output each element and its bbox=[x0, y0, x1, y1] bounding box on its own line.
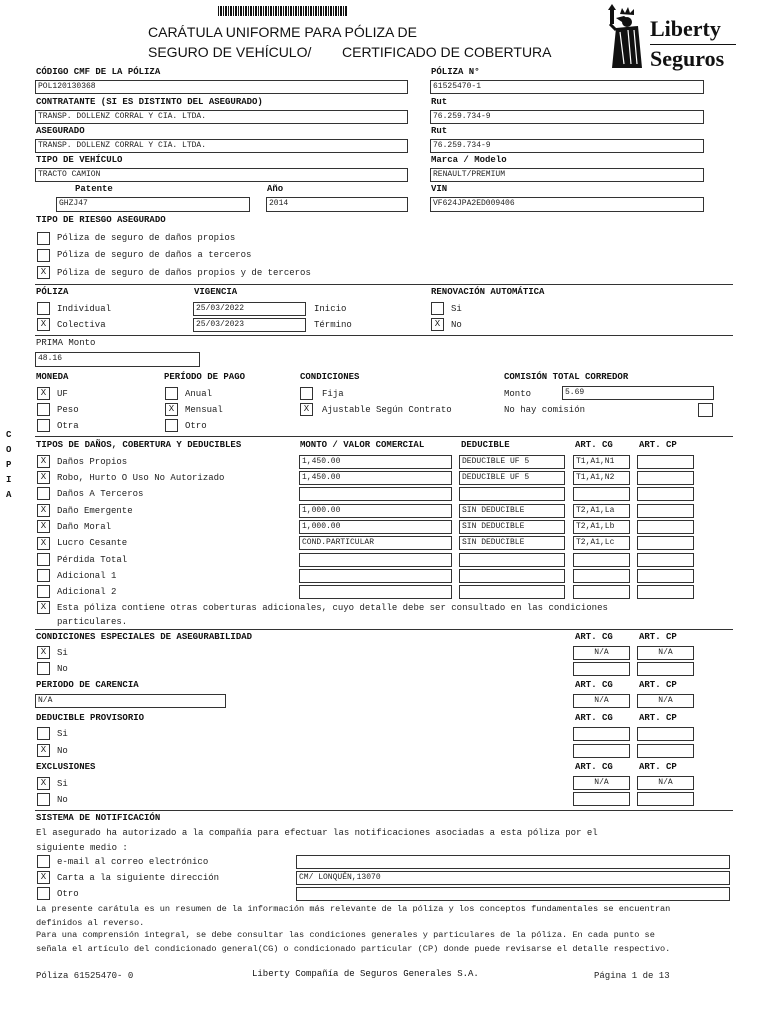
cobertura-deducible[interactable]: DEDUCIBLE UF 5 bbox=[459, 455, 565, 469]
cobertura-monto[interactable]: 1,000.00 bbox=[299, 504, 452, 518]
riesgo-option-ambos: Póliza de seguro de daños propios y de terceros bbox=[57, 268, 311, 278]
cobertura-art-cp[interactable] bbox=[637, 536, 694, 550]
especiales-si-label: Si bbox=[57, 648, 68, 658]
cobertura-checkbox[interactable] bbox=[37, 553, 50, 566]
cobertura-checkbox[interactable]: X bbox=[37, 520, 50, 533]
tipo-vehiculo-label: TIPO DE VEHÍCULO bbox=[36, 155, 123, 165]
cobertura-name: Pérdida Total bbox=[57, 555, 128, 565]
periodo-label: PERÍODO DE PAGO bbox=[164, 372, 246, 382]
exclusiones-label: EXCLUSIONES bbox=[36, 762, 96, 772]
comision-no-hay-label: No hay comisión bbox=[504, 405, 586, 415]
copia-letter: C bbox=[6, 430, 12, 440]
notificacion-otro-checkbox[interactable] bbox=[37, 887, 50, 900]
barcode bbox=[218, 6, 348, 16]
deducible-prov-art-cp[interactable] bbox=[637, 727, 694, 741]
termino-label: Término bbox=[314, 320, 352, 330]
riesgo-checkbox-ambos[interactable]: X bbox=[37, 266, 50, 279]
carencia-field[interactable]: N/A bbox=[35, 694, 226, 708]
carencia-art-cg[interactable]: N/A bbox=[573, 694, 630, 708]
coberturas-header-monto: MONTO / VALOR COMERCIAL bbox=[300, 440, 425, 450]
coberturas-header-deducible: DEDUCIBLE bbox=[461, 440, 510, 450]
carencia-art-cg-header: ART. CG bbox=[575, 680, 613, 690]
poliza-no-label: PÓLIZA N° bbox=[431, 67, 480, 77]
footer-text-1: La presente carátula es un resumen de la información más relevante de la póliza y los conceptos fundamentales se encuentran bbox=[36, 904, 671, 914]
cobertura-deducible[interactable] bbox=[459, 487, 565, 501]
notificacion-label: SISTEMA DE NOTIFICACIÓN bbox=[36, 813, 161, 823]
carencia-art-cp[interactable]: N/A bbox=[637, 694, 694, 708]
asegurado-field[interactable]: TRANSP. DOLLENZ CORRAL Y CIA. LTDA. bbox=[35, 139, 408, 153]
cobertura-art-cp[interactable] bbox=[637, 455, 694, 469]
notificacion-email-field[interactable] bbox=[296, 855, 730, 869]
exclusiones-art-cg-header: ART. CG bbox=[575, 762, 613, 772]
vin-field[interactable]: VF624JPA2ED009406 bbox=[430, 197, 704, 212]
page-footer-pagina: Página 1 de 13 bbox=[594, 971, 670, 981]
moneda-otra-checkbox[interactable] bbox=[37, 419, 50, 432]
cobertura-art-cp[interactable] bbox=[637, 585, 694, 599]
coberturas-header-tipo: TIPOS DE DAÑOS, COBERTURA Y DEDUCIBLES bbox=[36, 440, 242, 450]
codigo-cmf-field[interactable]: POL120130368 bbox=[35, 80, 408, 94]
comision-monto-label: Monto bbox=[504, 389, 532, 399]
deducible-prov-si-checkbox[interactable] bbox=[37, 727, 50, 740]
cobertura-art-cg[interactable]: T2,A1,Lb bbox=[573, 520, 630, 534]
logo-word-seguros: Seguros bbox=[650, 46, 725, 71]
cobertura-deducible[interactable]: DEDUCIBLE UF 5 bbox=[459, 471, 565, 485]
periodo-anual-label: Anual bbox=[185, 389, 213, 399]
divider bbox=[35, 436, 733, 437]
colectiva-checkbox[interactable]: X bbox=[37, 318, 50, 331]
cobertura-art-cg[interactable]: T1,A1,N2 bbox=[573, 471, 630, 485]
notificacion-carta-label: Carta a la siguiente dirección bbox=[57, 873, 220, 883]
especiales-art-cg-header: ART. CG bbox=[575, 632, 613, 642]
asegurado-label: ASEGURADO bbox=[36, 126, 85, 136]
title-line-2b: CERTIFICADO DE COBERTURA bbox=[342, 44, 552, 60]
termino-date-field[interactable]: 25/03/2023 bbox=[193, 318, 306, 332]
copia-watermark bbox=[6, 430, 16, 505]
cobertura-art-cg[interactable] bbox=[573, 553, 630, 567]
cobertura-monto[interactable] bbox=[299, 553, 452, 567]
exclusiones-si-checkbox[interactable]: X bbox=[37, 777, 50, 790]
carencia-art-cp-header: ART. CP bbox=[639, 680, 677, 690]
condiciones-label: CONDICIONES bbox=[300, 372, 360, 382]
renovacion-si-label: Si bbox=[451, 304, 462, 314]
cobertura-monto[interactable]: 1,450.00 bbox=[299, 471, 452, 485]
divider bbox=[35, 629, 733, 630]
cobertura-monto[interactable]: 1,450.00 bbox=[299, 455, 452, 469]
renovacion-label: RENOVACIÓN AUTOMÁTICA bbox=[431, 287, 545, 297]
coberturas-header-art-cp: ART. CP bbox=[639, 440, 677, 450]
poliza-no-field[interactable]: 61525470-1 bbox=[430, 80, 704, 94]
cobertura-name: Robo, Hurto O Uso No Autorizado bbox=[57, 473, 225, 483]
cobertura-name: Daños A Terceros bbox=[57, 489, 144, 499]
notificacion-email-label: e-mail al correo electrónico bbox=[57, 857, 209, 867]
inicio-label: Inicio bbox=[314, 304, 347, 314]
divider bbox=[35, 810, 733, 811]
rut-asegurado-label: Rut bbox=[431, 126, 448, 136]
logo-underline bbox=[650, 44, 736, 45]
cobertura-art-cp[interactable] bbox=[637, 504, 694, 518]
moneda-uf-checkbox[interactable]: X bbox=[37, 387, 50, 400]
especiales-label: CONDICIONES ESPECIALES DE ASEGURABILIDAD bbox=[36, 632, 253, 642]
cobertura-monto[interactable] bbox=[299, 569, 452, 583]
rut-contratante-field[interactable]: 76.259.734-9 bbox=[430, 110, 704, 124]
copia-letter: P bbox=[6, 460, 12, 470]
cobertura-checkbox[interactable] bbox=[37, 585, 50, 598]
moneda-peso-checkbox[interactable] bbox=[37, 403, 50, 416]
cobertura-monto[interactable]: 1,000.00 bbox=[299, 520, 452, 534]
vin-label: VIN bbox=[431, 184, 448, 194]
notificacion-text-1: El asegurado ha autorizado a la compañía para efectuar las notificaciones asociadas a esta póliza por el bbox=[36, 828, 598, 838]
cobertura-monto[interactable]: COND.PARTICULAR bbox=[299, 536, 452, 550]
comision-no-hay-checkbox[interactable] bbox=[698, 403, 713, 417]
cobertura-art-cg[interactable] bbox=[573, 569, 630, 583]
riesgo-option-terceros: Póliza de seguro de daños a terceros bbox=[57, 250, 252, 260]
cobertura-name: Daños Propios bbox=[57, 457, 128, 467]
exclusiones-art-cg[interactable]: N/A bbox=[573, 776, 630, 790]
moneda-label: MONEDA bbox=[36, 372, 69, 382]
especiales-art-cp[interactable]: N/A bbox=[637, 646, 694, 660]
contratante-field[interactable]: TRANSP. DOLLENZ CORRAL Y CIA. LTDA. bbox=[35, 110, 408, 124]
anio-field[interactable]: 2014 bbox=[266, 197, 408, 212]
cobertura-art-cp[interactable] bbox=[637, 569, 694, 583]
notificacion-email-checkbox[interactable] bbox=[37, 855, 50, 868]
periodo-mensual-label: Mensual bbox=[185, 405, 223, 415]
exclusiones-art-cp[interactable]: N/A bbox=[637, 776, 694, 790]
cobertura-art-cg[interactable] bbox=[573, 487, 630, 501]
exclusiones-si-label: Si bbox=[57, 779, 68, 789]
logo-word-liberty: Liberty bbox=[650, 16, 721, 41]
individual-label: Individual bbox=[57, 304, 112, 314]
renovacion-si-checkbox[interactable] bbox=[431, 302, 444, 315]
otras-coberturas-text-1: Esta póliza contiene otras coberturas adicionales, cuyo detalle debe ser consultado en las condiciones bbox=[57, 603, 608, 613]
condiciones-fija-label: Fija bbox=[322, 389, 344, 399]
cobertura-art-cp[interactable] bbox=[637, 520, 694, 534]
riesgo-checkbox-propios[interactable] bbox=[37, 232, 50, 245]
tipo-vehiculo-field[interactable]: TRACTO CAMION bbox=[35, 168, 408, 182]
copia-letter: A bbox=[6, 490, 12, 500]
divider bbox=[35, 284, 733, 285]
exclusiones-art-cp-header: ART. CP bbox=[639, 762, 677, 772]
especiales-art-cp-header: ART. CP bbox=[639, 632, 677, 642]
divider bbox=[35, 335, 733, 336]
riesgo-label: TIPO DE RIESGO ASEGURADO bbox=[36, 215, 166, 225]
deducible-prov-art-cg-2[interactable] bbox=[573, 744, 630, 758]
cobertura-art-cg[interactable]: T2,A1,Lc bbox=[573, 536, 630, 550]
cobertura-monto[interactable] bbox=[299, 487, 452, 501]
comision-monto-field[interactable]: 5.69 bbox=[562, 386, 714, 400]
cobertura-art-cp[interactable] bbox=[637, 471, 694, 485]
cobertura-checkbox[interactable] bbox=[37, 487, 50, 500]
footer-text-2: definidos al reverso. bbox=[36, 918, 145, 928]
otras-coberturas-text-2: particulares. bbox=[57, 617, 128, 627]
periodo-anual-checkbox[interactable] bbox=[165, 387, 178, 400]
title-line-2a: SEGURO DE VEHÍCULO/ bbox=[148, 44, 312, 60]
deducible-prov-no-label: No bbox=[57, 746, 68, 756]
cobertura-deducible[interactable]: SIN DEDUCIBLE bbox=[459, 520, 565, 534]
page-footer-company: Liberty Compañía de Seguros Generales S.A. bbox=[252, 969, 479, 979]
page-footer-poliza: Póliza 61525470- 0 bbox=[36, 971, 134, 981]
notificacion-text-2: siguiente medio : bbox=[36, 843, 128, 853]
riesgo-checkbox-terceros[interactable] bbox=[37, 249, 50, 262]
notificacion-carta-field[interactable]: CM/ LONQUÉN,13070 bbox=[296, 871, 730, 885]
cobertura-art-cg[interactable] bbox=[573, 585, 630, 599]
especiales-no-checkbox[interactable] bbox=[37, 662, 50, 675]
patente-label: Patente bbox=[75, 184, 113, 194]
cobertura-name: Adicional 2 bbox=[57, 587, 117, 597]
footer-text-3: Para una comprensión integral, se debe consultar las condiciones generales y particulares de la póliza. En cada punto se bbox=[36, 930, 655, 940]
rut-asegurado-field[interactable]: 76.259.734-9 bbox=[430, 139, 704, 153]
anio-label: Año bbox=[267, 184, 284, 194]
periodo-otro-checkbox[interactable] bbox=[165, 419, 178, 432]
carencia-label: PERIODO DE CARENCIA bbox=[36, 680, 139, 690]
cobertura-checkbox[interactable] bbox=[37, 569, 50, 582]
footer-text-4: señala el artículo del condicionado general(CG) o condicionado particular (CP) donde puede revisarse el detalle respectivo. bbox=[36, 944, 671, 954]
cobertura-deducible[interactable] bbox=[459, 585, 565, 599]
cobertura-deducible[interactable] bbox=[459, 553, 565, 567]
cobertura-art-cp[interactable] bbox=[637, 553, 694, 567]
poliza-tipo-label: PÓLIZA bbox=[36, 287, 69, 297]
marca-field[interactable]: RENAULT/PREMIUM bbox=[430, 168, 704, 182]
liberty-logo bbox=[598, 2, 738, 74]
cobertura-name: Daño Emergente bbox=[57, 506, 133, 516]
cobertura-monto[interactable] bbox=[299, 585, 452, 599]
deducible-prov-art-cp-header: ART. CP bbox=[639, 713, 677, 723]
statue-of-liberty-icon bbox=[598, 2, 646, 72]
exclusiones-art-cg-empty[interactable] bbox=[573, 792, 630, 806]
vigencia-label: VIGENCIA bbox=[194, 287, 238, 297]
especiales-art-cg-empty[interactable] bbox=[573, 662, 630, 676]
contratante-label: CONTRATANTE (SI ES DISTINTO DEL ASEGURADO) bbox=[36, 97, 263, 107]
codigo-cmf-label: CÓDIGO CMF DE LA PÓLIZA bbox=[36, 67, 161, 77]
condiciones-fija-checkbox[interactable] bbox=[300, 387, 313, 400]
otras-coberturas-checkbox[interactable]: X bbox=[37, 601, 50, 614]
especiales-si-checkbox[interactable]: X bbox=[37, 646, 50, 659]
periodo-mensual-checkbox[interactable]: X bbox=[165, 403, 178, 416]
cobertura-art-cg[interactable]: T1,A1,N1 bbox=[573, 455, 630, 469]
coberturas-header-art-cg: ART. CG bbox=[575, 440, 613, 450]
especiales-art-cp-empty[interactable] bbox=[637, 662, 694, 676]
individual-checkbox[interactable] bbox=[37, 302, 50, 315]
deducible-prov-si-label: Si bbox=[57, 729, 68, 739]
cobertura-name: Daño Moral bbox=[57, 522, 112, 532]
cobertura-art-cg[interactable]: T2,A1,La bbox=[573, 504, 630, 518]
copia-letter: O bbox=[6, 445, 12, 455]
notificacion-carta-checkbox[interactable]: X bbox=[37, 871, 50, 884]
especiales-no-label: No bbox=[57, 664, 68, 674]
riesgo-option-propios: Póliza de seguro de daños propios bbox=[57, 233, 236, 243]
exclusiones-art-cp-empty[interactable] bbox=[637, 792, 694, 806]
marca-label: Marca / Modelo bbox=[431, 155, 507, 165]
renovacion-no-checkbox[interactable]: X bbox=[431, 318, 444, 331]
deducible-prov-art-cg-header: ART. CG bbox=[575, 713, 613, 723]
cobertura-name: Adicional 1 bbox=[57, 571, 117, 581]
cobertura-deducible[interactable]: SIN DEDUCIBLE bbox=[459, 504, 565, 518]
cobertura-checkbox[interactable]: X bbox=[37, 537, 50, 550]
deducible-prov-art-cg[interactable] bbox=[573, 727, 630, 741]
exclusiones-no-label: No bbox=[57, 795, 68, 805]
moneda-uf-label: UF bbox=[57, 389, 68, 399]
comision-label: COMISIÓN TOTAL CORREDOR bbox=[504, 372, 629, 382]
cobertura-checkbox[interactable]: X bbox=[37, 504, 50, 517]
cobertura-name: Lucro Cesante bbox=[57, 538, 128, 548]
deducible-prov-no-checkbox[interactable]: X bbox=[37, 744, 50, 757]
prima-field[interactable]: 48.16 bbox=[35, 352, 200, 367]
renovacion-no-label: No bbox=[451, 320, 462, 330]
moneda-otra-label: Otra bbox=[57, 421, 79, 431]
patente-field[interactable]: GHZJ47 bbox=[56, 197, 250, 212]
condiciones-ajustable-checkbox[interactable]: X bbox=[300, 403, 313, 416]
title-line-1: CARÁTULA UNIFORME PARA PÓLIZA DE bbox=[148, 24, 417, 40]
condiciones-ajustable-label: Ajustable Según Contrato bbox=[322, 405, 452, 415]
cobertura-deducible[interactable]: SIN DEDUCIBLE bbox=[459, 536, 565, 550]
deducible-prov-art-cp-2[interactable] bbox=[637, 744, 694, 758]
rut-contratante-label: Rut bbox=[431, 97, 448, 107]
colectiva-label: Colectiva bbox=[57, 320, 106, 330]
copia-letter: I bbox=[6, 475, 12, 485]
notificacion-otro-label: Otro bbox=[57, 889, 79, 899]
inicio-date-field[interactable]: 25/03/2022 bbox=[193, 302, 306, 316]
notificacion-otro-field[interactable] bbox=[296, 887, 730, 901]
especiales-art-cg[interactable]: N/A bbox=[573, 646, 630, 660]
cobertura-checkbox[interactable]: X bbox=[37, 471, 50, 484]
deducible-prov-label: DEDUCIBLE PROVISORIO bbox=[36, 713, 145, 723]
moneda-peso-label: Peso bbox=[57, 405, 79, 415]
cobertura-art-cp[interactable] bbox=[637, 487, 694, 501]
prima-label: PRIMA Monto bbox=[36, 338, 96, 348]
exclusiones-no-checkbox[interactable] bbox=[37, 793, 50, 806]
cobertura-deducible[interactable] bbox=[459, 569, 565, 583]
cobertura-checkbox[interactable]: X bbox=[37, 455, 50, 468]
periodo-otro-label: Otro bbox=[185, 421, 207, 431]
